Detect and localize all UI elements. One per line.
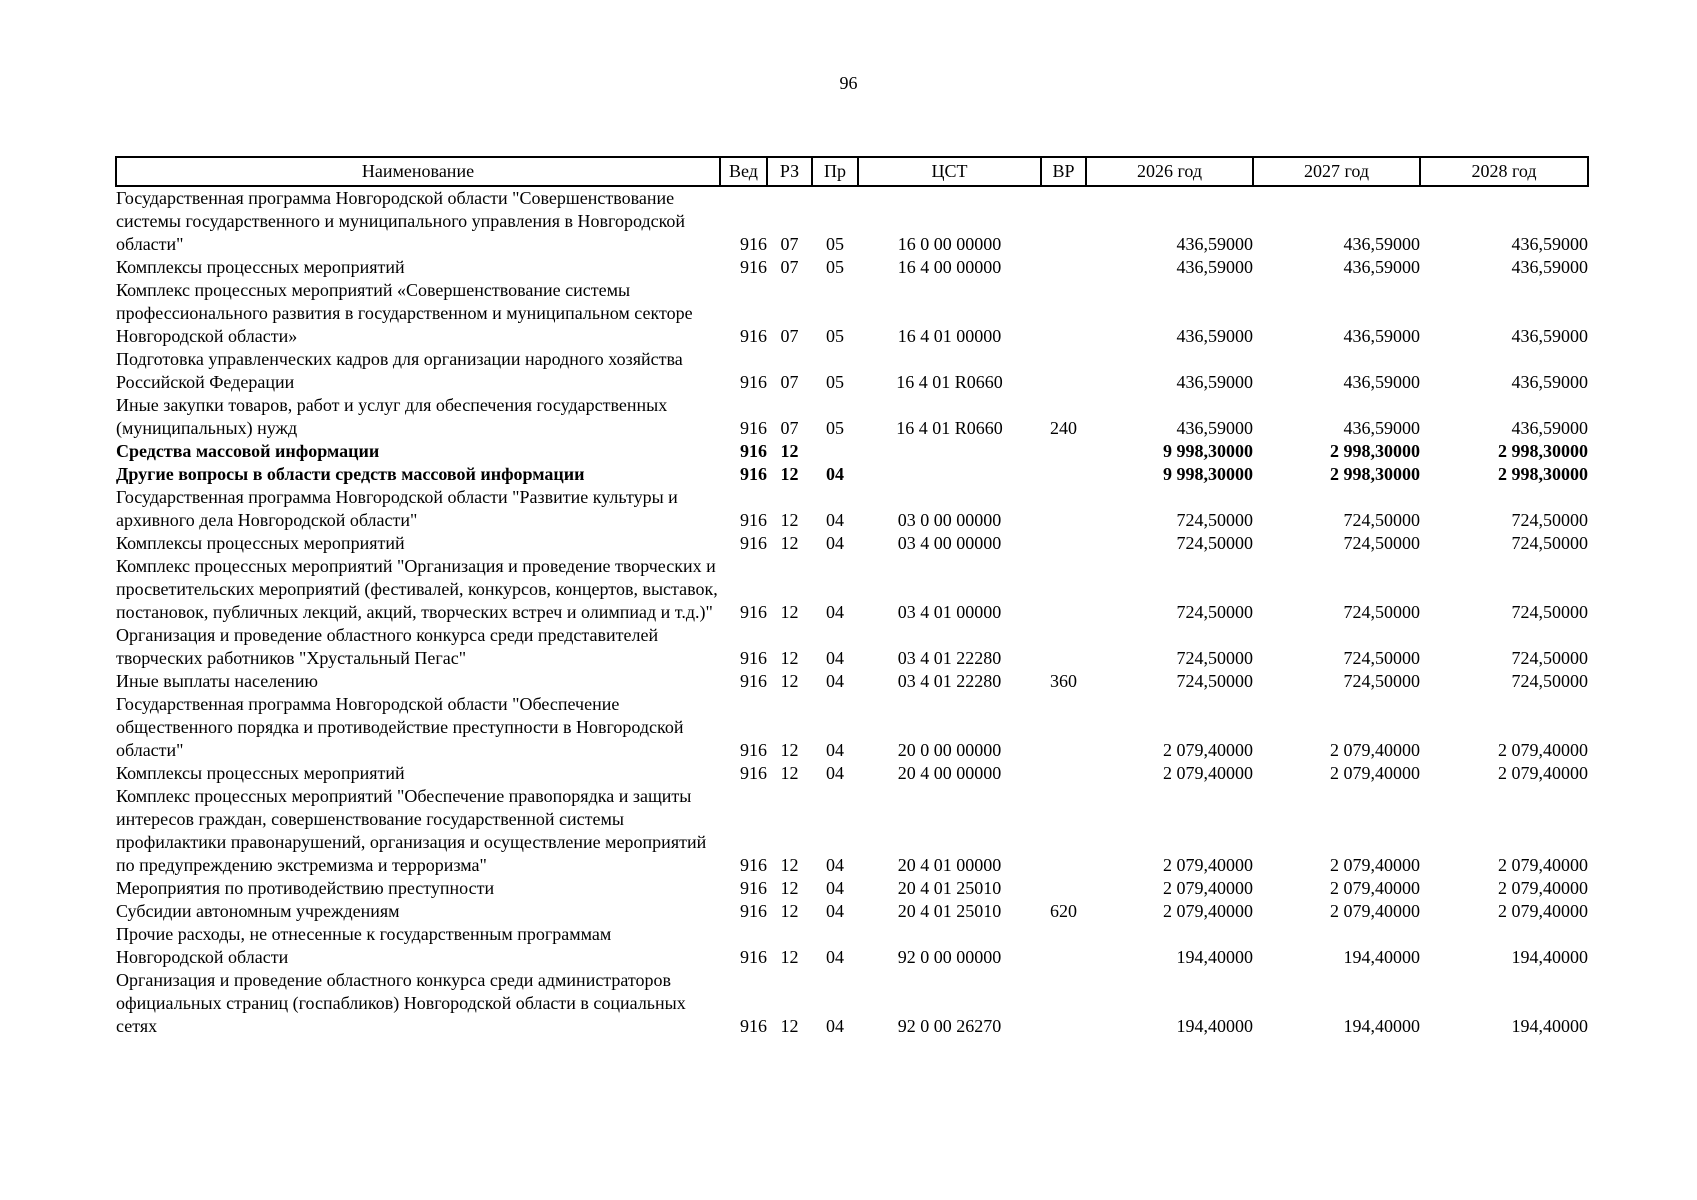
- cell-rz: 12: [780, 947, 799, 967]
- col-header-2026: 2026 год: [1086, 157, 1253, 186]
- cell-vr: 360: [1050, 671, 1077, 691]
- cell-rz: 07: [780, 418, 799, 438]
- cell-ved: 916: [740, 510, 767, 530]
- cell-cst: 92 0 00 26270: [897, 1016, 1002, 1036]
- col-header-cst: ЦСТ: [858, 157, 1041, 186]
- cell-cst: 16 4 01 R0660: [896, 418, 1003, 438]
- cell-y2027: 436,59000: [1343, 418, 1420, 438]
- cell-ved: 916: [740, 326, 767, 346]
- cell-ved: 916: [740, 1016, 767, 1036]
- cell-name: Иные закупки товаров, работ и услуг для обеспечения государственных (муниципальных) нужд: [116, 395, 668, 438]
- cell-cst: 20 4 01 25010: [897, 901, 1002, 921]
- col-header-name: Наименование: [116, 157, 720, 186]
- cell-name: Организация и проведение областного конкурса среди администраторов официальных страниц (госпабликов) Новгородской области в социальных сетях: [116, 970, 686, 1036]
- cell-y2028: 724,50000: [1511, 510, 1588, 530]
- cell-ved: 916: [740, 901, 767, 921]
- cell-y2026: 436,59000: [1176, 418, 1253, 438]
- cell-rz: 12: [780, 1016, 799, 1036]
- table-row: [116, 256, 1588, 279]
- cell-cst: 03 4 00 00000: [897, 533, 1002, 553]
- cell-rz: 12: [780, 740, 799, 760]
- cell-ved: 916: [740, 257, 767, 277]
- cell-pr: 04: [826, 602, 844, 622]
- cell-y2027: 2 079,40000: [1330, 901, 1420, 921]
- cell-vr: [1041, 486, 1086, 532]
- cell-pr: 04: [826, 533, 844, 553]
- cell-cst: [858, 463, 1041, 486]
- cell-pr: 04: [826, 901, 844, 921]
- cell-y2028: 724,50000: [1511, 602, 1588, 622]
- cell-vr: [1041, 348, 1086, 394]
- table-body: [116, 186, 1588, 1038]
- cell-cst: 16 4 01 R0660: [896, 372, 1003, 392]
- cell-pr: 04: [826, 947, 844, 967]
- cell-y2027: 194,40000: [1343, 947, 1420, 967]
- cell-y2028: 2 079,40000: [1498, 763, 1588, 783]
- cell-pr: 05: [826, 234, 844, 254]
- cell-y2028: 436,59000: [1511, 257, 1588, 277]
- cell-name: Комплексы процессных мероприятий: [116, 257, 405, 277]
- cell-vr: [1041, 785, 1086, 877]
- cell-name: Государственная программа Новгородской области "Развитие культуры и архивного дела Новгородской области": [116, 487, 678, 530]
- table-row: [116, 785, 1588, 877]
- table-row: [116, 624, 1588, 670]
- cell-vr: [1041, 624, 1086, 670]
- cell-y2026: 724,50000: [1176, 671, 1253, 691]
- cell-ved: 916: [740, 878, 767, 898]
- col-header-2027: 2027 год: [1253, 157, 1420, 186]
- col-header-ved: Вед: [720, 157, 767, 186]
- cell-pr: 04: [826, 740, 844, 760]
- table-row: [116, 969, 1588, 1038]
- cell-pr: 04: [826, 878, 844, 898]
- cell-cst: 16 4 01 00000: [897, 326, 1002, 346]
- cell-y2026: 436,59000: [1176, 234, 1253, 254]
- cell-name: Иные выплаты населению: [116, 671, 318, 691]
- cell-y2027: 2 998,30000: [1330, 464, 1420, 484]
- cell-rz: 07: [780, 372, 799, 392]
- cell-rz: 12: [780, 671, 799, 691]
- cell-ved: 916: [740, 648, 767, 668]
- cell-ved: 916: [740, 464, 767, 484]
- cell-pr: 05: [826, 418, 844, 438]
- cell-vr: [1041, 923, 1086, 969]
- cell-vr: [1041, 440, 1086, 463]
- table-row: [116, 693, 1588, 762]
- cell-name: Комплекс процессных мероприятий "Обеспечение правопорядка и защиты интересов граждан, совершенствование государственной системы профилактики правонарушений, организация и осуществление мероприятий по предупреждению экстремизма и терроризма": [116, 786, 707, 875]
- cell-name: Средства массовой информации: [116, 441, 380, 461]
- table-row: [116, 463, 1588, 486]
- cell-vr: 620: [1050, 901, 1077, 921]
- cell-y2026: 194,40000: [1176, 1016, 1253, 1036]
- cell-y2026: 436,59000: [1176, 326, 1253, 346]
- cell-y2028: 2 998,30000: [1498, 441, 1588, 461]
- cell-vr: [1041, 279, 1086, 348]
- cell-cst: 92 0 00 00000: [897, 947, 1002, 967]
- cell-ved: 916: [740, 740, 767, 760]
- table-row: [116, 394, 1588, 440]
- cell-rz: 12: [780, 510, 799, 530]
- cell-name: Организация и проведение областного конкурса среди представителей творческих работников "Хрустальный Пегас": [116, 625, 659, 668]
- cell-rz: 12: [780, 901, 799, 921]
- cell-pr: 04: [826, 763, 844, 783]
- cell-name: Мероприятия по противодействию преступности: [116, 878, 495, 898]
- cell-y2027: 724,50000: [1343, 602, 1420, 622]
- table-row: [116, 900, 1588, 923]
- cell-ved: 916: [740, 602, 767, 622]
- cell-y2028: 194,40000: [1511, 1016, 1588, 1036]
- cell-y2026: 724,50000: [1176, 510, 1253, 530]
- table-row: [116, 762, 1588, 785]
- cell-cst: 03 0 00 00000: [897, 510, 1002, 530]
- cell-y2028: 2 079,40000: [1498, 901, 1588, 921]
- cell-y2027: 2 998,30000: [1330, 441, 1420, 461]
- cell-cst: 16 0 00 00000: [897, 234, 1002, 254]
- cell-y2027: 724,50000: [1343, 671, 1420, 691]
- cell-rz: 07: [780, 257, 799, 277]
- cell-y2027: 2 079,40000: [1330, 740, 1420, 760]
- cell-name: Другие вопросы в области средств массовой информации: [116, 464, 585, 484]
- cell-vr: 240: [1050, 418, 1077, 438]
- cell-ved: 916: [740, 763, 767, 783]
- cell-y2026: 436,59000: [1176, 372, 1253, 392]
- cell-y2026: 436,59000: [1176, 257, 1253, 277]
- cell-y2027: 2 079,40000: [1330, 763, 1420, 783]
- cell-vr: [1041, 969, 1086, 1038]
- cell-name: Государственная программа Новгородской области "Обеспечение общественного порядка и противодействие преступности в Новгородской области": [116, 694, 684, 760]
- cell-y2027: 194,40000: [1343, 1016, 1420, 1036]
- table-row: [116, 555, 1588, 624]
- cell-vr: [1041, 693, 1086, 762]
- cell-cst: 16 4 00 00000: [897, 257, 1002, 277]
- cell-name: Подготовка управленческих кадров для организации народного хозяйства Российской Федерации: [116, 349, 683, 392]
- cell-ved: 916: [740, 234, 767, 254]
- cell-pr: [812, 440, 858, 463]
- cell-ved: 916: [740, 533, 767, 553]
- cell-y2028: 724,50000: [1511, 648, 1588, 668]
- cell-y2027: 724,50000: [1343, 510, 1420, 530]
- cell-pr: 05: [826, 257, 844, 277]
- cell-y2026: 2 079,40000: [1163, 740, 1253, 760]
- cell-y2027: 436,59000: [1343, 234, 1420, 254]
- cell-cst: 20 0 00 00000: [897, 740, 1002, 760]
- cell-y2026: 2 079,40000: [1163, 878, 1253, 898]
- cell-pr: 04: [826, 464, 844, 484]
- cell-rz: 12: [780, 464, 799, 484]
- cell-cst: [858, 440, 1041, 463]
- table-row: [116, 877, 1588, 900]
- cell-cst: 20 4 00 00000: [897, 763, 1002, 783]
- cell-rz: 07: [780, 234, 799, 254]
- cell-pr: 05: [826, 372, 844, 392]
- cell-y2028: 724,50000: [1511, 671, 1588, 691]
- table-row: [116, 923, 1588, 969]
- cell-y2028: 436,59000: [1511, 418, 1588, 438]
- table-row: [116, 440, 1588, 463]
- cell-vr: [1041, 256, 1086, 279]
- cell-y2028: 2 079,40000: [1498, 740, 1588, 760]
- cell-y2028: 2 998,30000: [1498, 464, 1588, 484]
- cell-rz: 12: [780, 533, 799, 553]
- cell-rz: 12: [780, 763, 799, 783]
- cell-y2026: 9 998,30000: [1163, 464, 1253, 484]
- cell-pr: 04: [826, 671, 844, 691]
- cell-pr: 05: [826, 326, 844, 346]
- cell-name: Комплексы процессных мероприятий: [116, 533, 405, 553]
- cell-y2027: 436,59000: [1343, 372, 1420, 392]
- cell-vr: [1041, 762, 1086, 785]
- cell-y2026: 724,50000: [1176, 602, 1253, 622]
- cell-y2028: 2 079,40000: [1498, 878, 1588, 898]
- cell-pr: 04: [826, 648, 844, 668]
- cell-y2027: 436,59000: [1343, 257, 1420, 277]
- cell-y2028: 436,59000: [1511, 326, 1588, 346]
- cell-y2026: 724,50000: [1176, 533, 1253, 553]
- cell-rz: 12: [780, 602, 799, 622]
- cell-pr: 04: [826, 1016, 844, 1036]
- cell-y2026: 2 079,40000: [1163, 763, 1253, 783]
- cell-y2026: 194,40000: [1176, 947, 1253, 967]
- cell-y2028: 724,50000: [1511, 533, 1588, 553]
- cell-y2028: 436,59000: [1511, 372, 1588, 392]
- cell-y2026: 2 079,40000: [1163, 855, 1253, 875]
- col-header-vr: ВР: [1041, 157, 1086, 186]
- cell-ved: 916: [740, 671, 767, 691]
- cell-y2028: 436,59000: [1511, 234, 1588, 254]
- cell-name: Комплексы процессных мероприятий: [116, 763, 405, 783]
- cell-y2026: 2 079,40000: [1163, 901, 1253, 921]
- page-number: 96: [839, 73, 858, 93]
- cell-name: Прочие расходы, не отнесенные к государственным программам Новгородской области: [116, 924, 612, 967]
- cell-ved: 916: [740, 418, 767, 438]
- cell-rz: 12: [780, 441, 799, 461]
- cell-y2027: 436,59000: [1343, 326, 1420, 346]
- table-row: [116, 486, 1588, 532]
- cell-y2026: 9 998,30000: [1163, 441, 1253, 461]
- cell-name: Субсидии автономным учреждениям: [116, 901, 400, 921]
- cell-y2026: 724,50000: [1176, 648, 1253, 668]
- cell-ved: 916: [740, 855, 767, 875]
- cell-ved: 916: [740, 441, 767, 461]
- cell-cst: 20 4 01 25010: [897, 878, 1002, 898]
- budget-table: [115, 156, 1589, 1038]
- cell-rz: 07: [780, 326, 799, 346]
- col-header-pr: Пр: [812, 157, 858, 186]
- cell-cst: 03 4 01 00000: [897, 602, 1002, 622]
- cell-vr: [1041, 877, 1086, 900]
- cell-name: Комплекс процессных мероприятий «Совершенствование системы профессионального развития в государственном и муниципальном секторе Новгородской области»: [116, 280, 693, 346]
- cell-y2027: 724,50000: [1343, 648, 1420, 668]
- cell-vr: [1041, 463, 1086, 486]
- cell-pr: 04: [826, 855, 844, 875]
- cell-y2028: 194,40000: [1511, 947, 1588, 967]
- cell-name: Государственная программа Новгородской области "Совершенствование системы государственного и муниципального управления в Новгородской области": [116, 188, 686, 254]
- cell-rz: 12: [780, 648, 799, 668]
- table-row: [116, 279, 1588, 348]
- cell-cst: 03 4 01 22280: [897, 648, 1002, 668]
- table-row: [116, 532, 1588, 555]
- cell-y2027: 724,50000: [1343, 533, 1420, 553]
- cell-y2028: 2 079,40000: [1498, 855, 1588, 875]
- cell-vr: [1041, 186, 1086, 256]
- cell-cst: 03 4 01 22280: [897, 671, 1002, 691]
- cell-ved: 916: [740, 947, 767, 967]
- cell-rz: 12: [780, 878, 799, 898]
- cell-name: Комплекс процессных мероприятий "Организация и проведение творческих и просветительских мероприятий (фестивалей, конкурсов, концертов, выставок, постановок, публичных лекций, акций, творческих встреч и олимпиад и т.д.)": [116, 556, 718, 622]
- cell-vr: [1041, 532, 1086, 555]
- col-header-2028: 2028 год: [1420, 157, 1588, 186]
- table-header: [116, 157, 1588, 186]
- table-row: [116, 186, 1588, 256]
- cell-pr: 04: [826, 510, 844, 530]
- table-row: [116, 670, 1588, 693]
- cell-rz: 12: [780, 855, 799, 875]
- cell-cst: 20 4 01 00000: [897, 855, 1002, 875]
- table-row: [116, 348, 1588, 394]
- cell-y2027: 2 079,40000: [1330, 878, 1420, 898]
- cell-vr: [1041, 555, 1086, 624]
- cell-ved: 916: [740, 372, 767, 392]
- cell-y2027: 2 079,40000: [1330, 855, 1420, 875]
- col-header-rz: РЗ: [767, 157, 812, 186]
